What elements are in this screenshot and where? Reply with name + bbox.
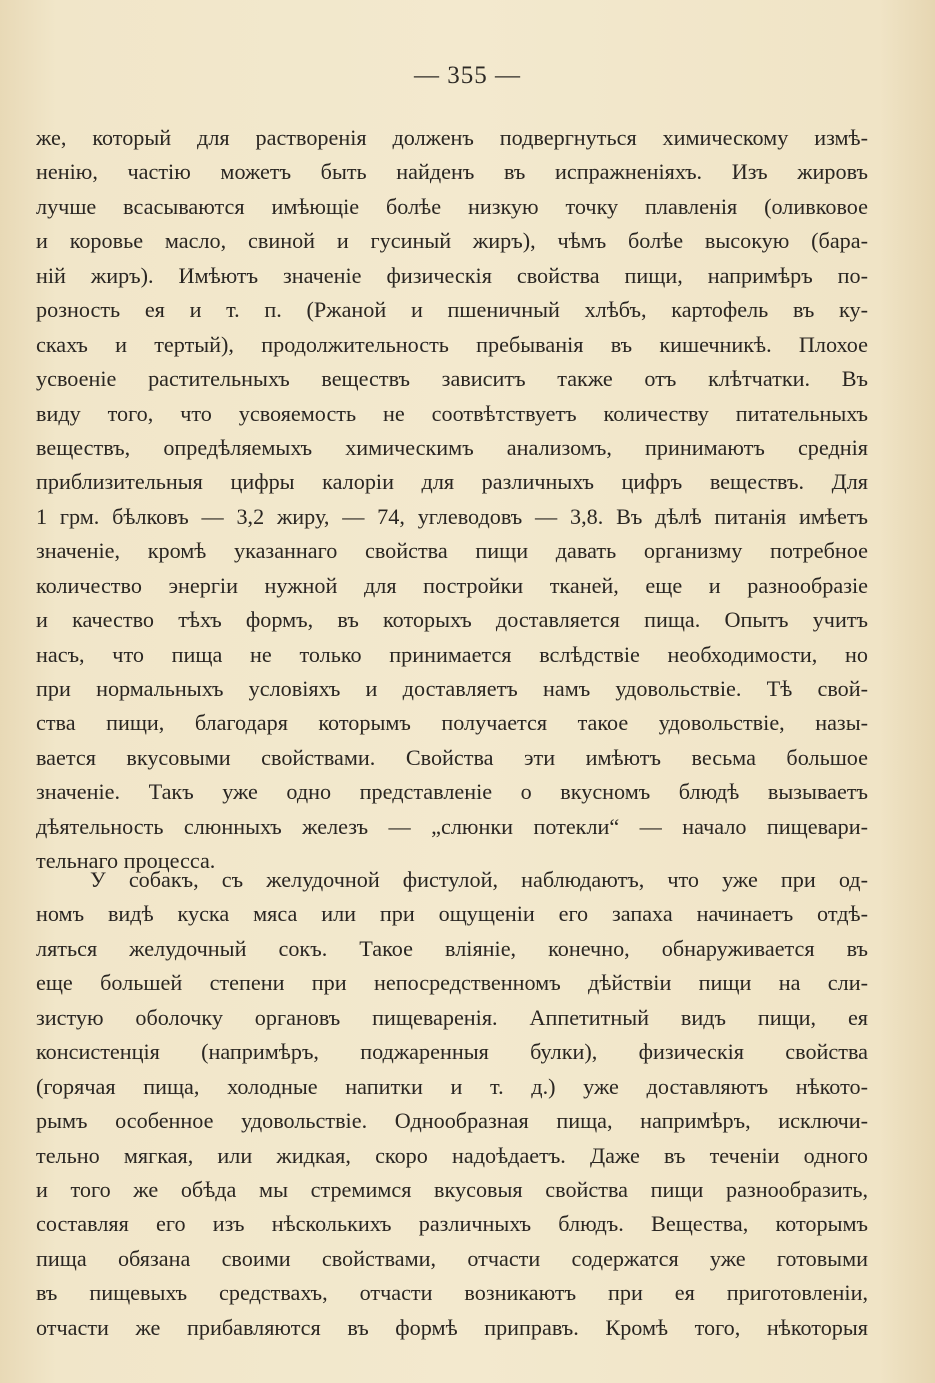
text-line: составляя его изъ нѣсколькихъ различныхъ блюдъ. Вещества, которымъ [36, 1211, 868, 1237]
text-line: У собакъ, съ желудочной фистулой, наблюдаютъ, что уже при од- [90, 867, 868, 892]
text-line: отчасти же прибавляются въ формѣ приправъ. Кромѣ того, нѣкоторыя [36, 1314, 868, 1340]
paragraph-2 [36, 863, 868, 1345]
text-line: ній жиръ). Имѣютъ значеніе физическія свойства пищи, напримѣръ по- [36, 262, 868, 288]
text-line: тельно мягкая, или жидкая, скоро надоѣдаетъ. Даже въ теченіи одного [36, 1142, 868, 1168]
text-line: ненію, частію можетъ быть найденъ въ испражненіяхъ. Изъ жировъ [36, 159, 868, 185]
text-line: количество энергіи нужной для постройки тканей, еще и разнообразіе [36, 572, 868, 598]
text-line: же, который для растворенія долженъ подвергнуться химическому измѣ- [36, 125, 868, 150]
text-line: ства пищи, благодаря которымъ получается такое удовольствіе, назы- [36, 710, 868, 736]
text-line: еще большей степени при непосредственномъ дѣйствіи пищи на сли- [36, 970, 868, 996]
text-line: 1 грм. бѣлковъ — 3,2 жиру, — 74, углеводовъ — 3,8. Въ дѣлѣ питанія имѣетъ [36, 503, 868, 529]
page-number: — 355 — [414, 62, 521, 89]
text-line: значеніе, кромѣ указаннаго свойства пищи давать организму потребное [36, 538, 868, 564]
text-line: пища обязана своими свойствами, отчасти содержатся уже готовыми [36, 1245, 868, 1271]
text-line: виду того, что усвояемость не соотвѣтствуетъ количеству питательныхъ [36, 400, 868, 426]
text-line: дѣятельность слюнныхъ железъ — „слюнки потекли“ — начало пищевари- [36, 813, 868, 839]
text-line: насъ, что пища не только принимается вслѣдствіе необходимости, но [36, 641, 868, 667]
text-line: ляться желудочный сокъ. Такое вліяніе, конечно, обнаруживается въ [36, 935, 868, 961]
text-line: вается вкусовыми свойствами. Свойства эти имѣютъ весьма большое [36, 744, 868, 770]
text-line: консистенція (напримѣръ, поджаренныя булки), физическія свойства [36, 1039, 868, 1065]
text-line: рымъ особенное удовольствіе. Однообразная пища, напримѣръ, исключи- [36, 1108, 868, 1134]
paragraph-1 [36, 121, 868, 879]
text-line: значеніе. Такъ уже одно представленіе о вкусномъ блюдѣ вызываетъ [36, 779, 868, 805]
text-line: скахъ и тертый), продолжительность пребыванія въ кишечникѣ. Плохое [36, 331, 868, 357]
text-line: зистую оболочку органовъ пищеваренія. Аппетитный видъ пищи, ея [36, 1004, 868, 1030]
text-line: розность ея и т. п. (Ржаной и пшеничный хлѣбъ, картофель въ ку- [36, 297, 868, 323]
text-line: веществъ, опредѣляемыхъ химическимъ анализомъ, принимаютъ среднія [36, 434, 868, 460]
text-line: номъ видѣ куска мяса или при ощущеніи его запаха начинаетъ отдѣ- [36, 901, 868, 927]
text-line: и коровье масло, свиной и гусиный жиръ), чѣмъ болѣе высокую (бара- [36, 228, 868, 254]
text-line: тельнаго процесса. [36, 848, 216, 874]
text-line: (горячая пища, холодные напитки и т. д.) уже доставляютъ нѣкото- [36, 1073, 868, 1099]
text-line: приблизительныя цифры калоріи для различныхъ цифръ веществъ. Для [36, 469, 868, 495]
text-line: при нормальныхъ условіяхъ и доставляетъ намъ удовольствіе. Тѣ свой- [36, 676, 868, 701]
text-line: усвоеніе растительныхъ веществъ зависитъ также отъ клѣтчатки. Въ [36, 366, 868, 392]
text-line: и того же обѣда мы стремимся вкусовыя свойства пищи разнообразить, [36, 1176, 868, 1202]
text-line: въ пищевыхъ средствахъ, отчасти возникаютъ при ея приготовленіи, [36, 1280, 868, 1306]
text-line: и качество тѣхъ формъ, въ которыхъ доставляется пища. Опытъ учитъ [36, 607, 868, 633]
text-line: лучше всасываются имѣющіе болѣе низкую точку плавленія (оливковое [36, 193, 868, 219]
